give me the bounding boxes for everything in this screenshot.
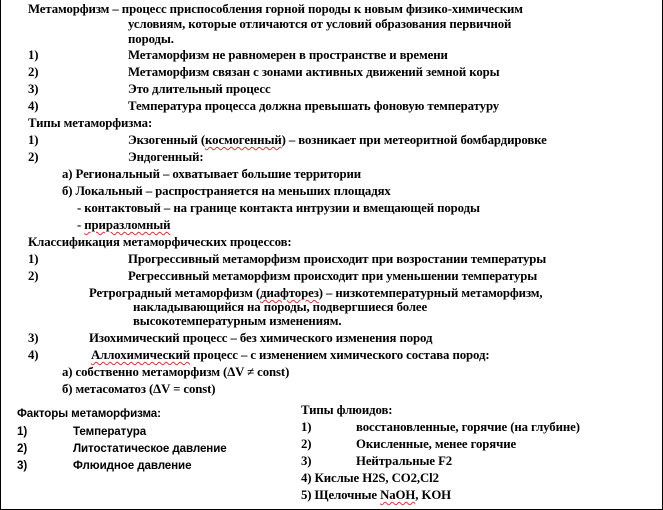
factor-2-number: 2): [17, 442, 28, 455]
principle-4-number: 4): [28, 99, 39, 113]
local-line: б) Локальный – распространяется на меньших площадях: [62, 184, 391, 198]
fluid-1-number: 1): [301, 420, 312, 434]
allochemical-text: [91, 348, 490, 363]
fluids-heading: Типы флюидов:: [301, 403, 393, 417]
retrograde-line-3: высокотемпературным изменениям.: [133, 314, 342, 328]
type-endogenous-number: 2): [28, 150, 39, 164]
word-naoh: NaOH: [380, 488, 416, 502]
metasomatosis-line: б) метасоматоз (ΔV = const): [62, 382, 216, 396]
exogenous-text-b: ) – возникает при метеоритной бомбардировке: [281, 133, 547, 147]
factor-1-text: Температура: [73, 425, 147, 438]
principle-3-text: Это длительный процесс: [128, 82, 271, 96]
regressive-text: Регрессивный метаморфизм происходит при уменьшении температуры: [128, 269, 538, 283]
isochemical-text: Изохимический процесс – без химического изменения пород: [89, 331, 433, 345]
retrograde-text-a: Ретроградный метаморфизм (: [89, 286, 261, 300]
principle-2-text: Метаморфизм связан с зонами активных движений земной коры: [128, 65, 500, 79]
word-allochemical: Аллохимический: [91, 348, 190, 362]
type-exogenous-number: 1): [28, 133, 39, 147]
isochemical-number: 3): [28, 331, 39, 345]
proper-metamorphism-line: а) собственно метаморфизм (ΔV ≠ const): [62, 365, 290, 379]
fluid-2-text: Окисленные, менее горячие: [356, 437, 517, 451]
fluid-3-number: 3): [301, 454, 312, 468]
alkali-text-b: , KOH: [415, 488, 452, 502]
factor-3-text: Флюидное давление: [73, 459, 192, 472]
type-endogenous-text: Эндогенный:: [128, 150, 204, 164]
fluid-2-number: 2): [301, 437, 312, 451]
word-diaphthoresis: диафторез: [260, 286, 319, 300]
definition-line-1: [28, 2, 523, 17]
fault-dash: -: [77, 218, 85, 232]
regional-line: а) Региональный – охватывает большие территории: [62, 167, 362, 181]
principle-1-text: Метаморфизм не равномерен в пространстве и времени: [128, 48, 448, 62]
allochemical-rest: процесс – с изменением химического состава пород:: [190, 348, 490, 362]
fluid-3-text: Нейтральные F2: [356, 454, 453, 468]
principle-4-text: Температура процесса должна превышать фоновую температуру: [128, 99, 500, 113]
progressive-number: 1): [28, 252, 39, 266]
factor-2-text: Литостатическое давление: [73, 442, 227, 455]
principle-1-number: 1): [28, 48, 39, 62]
allochemical-number: 4): [28, 348, 39, 362]
alkali-text-a: 5) Щелочные: [301, 488, 381, 502]
principle-3-number: 3): [28, 82, 39, 96]
factors-heading: Факторы метаморфизма:: [17, 407, 161, 420]
fluid-5-line: [301, 488, 451, 503]
types-heading: Типы метаморфизма:: [28, 116, 153, 130]
type-exogenous-text: [128, 133, 547, 148]
fluid-4-line: 4) Кислые H2S, CO2,Cl2: [301, 471, 439, 485]
retrograde-line-1: [89, 286, 543, 301]
progressive-text: Прогрессивный метаморфизм происходит при возростании температуры: [128, 252, 547, 266]
contact-line: - контактовый – на границе контакта интрузии и вмещающей породы: [77, 201, 480, 215]
factor-3-number: 3): [17, 459, 28, 472]
definition-line-2: условиям, которые отличаются от условий образования первичной: [128, 17, 512, 31]
term-metamorphism: Метаморфизм: [28, 2, 110, 16]
factor-1-number: 1): [17, 425, 28, 438]
retrograde-line-2: накладывающийся на породы, подвергшиеся более: [133, 300, 428, 314]
regressive-number: 2): [28, 269, 39, 283]
retrograde-text-b: ) – низкотемпературный метаморфизм,: [318, 286, 543, 300]
word-cosmogenic: космогенный: [205, 133, 282, 147]
word-fault-related: приразломный: [84, 218, 171, 232]
fluid-1-text: восстановленные, горячие (на глубине): [356, 420, 580, 434]
fault-line: [77, 218, 170, 233]
classification-heading: Классификация метаморфических процессов:: [28, 235, 292, 249]
definition-text-1: – процесс приспособления горной породы к новым физико-химическим: [109, 2, 523, 16]
principle-2-number: 2): [28, 65, 39, 79]
definition-line-3: породы.: [128, 32, 174, 46]
exogenous-text-a: Экзогенный (: [128, 133, 206, 147]
